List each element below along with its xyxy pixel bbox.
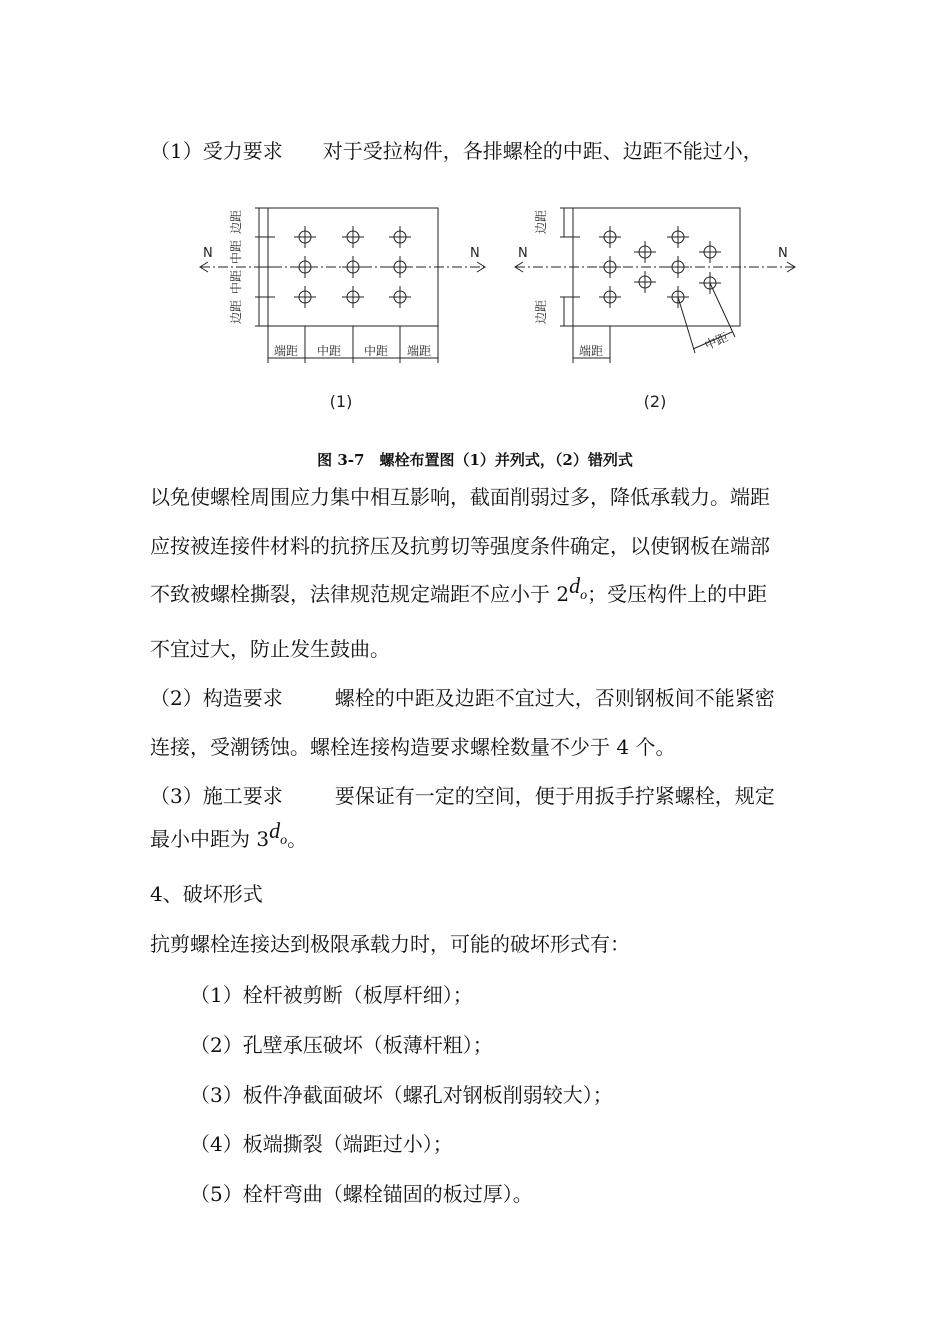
o-subscript: o: [280, 833, 288, 848]
d-symbol: d: [569, 573, 581, 598]
bolt-symbol: [342, 286, 364, 308]
bolt-symbol: [667, 256, 689, 278]
edge-dist-top: 边距: [229, 209, 243, 235]
dim-end-label: 端距: [578, 344, 604, 358]
requirement-1: [150, 137, 763, 165]
paragraph-text: 最小中距为 3: [150, 827, 270, 851]
edge-dist-bottom: 边距: [229, 299, 243, 325]
requirement-3-label: （3）施工要求: [150, 784, 283, 808]
paragraph-line: [150, 573, 768, 612]
bolt-symbol: [389, 256, 411, 278]
mid-dist-bottom: 中距: [229, 269, 243, 295]
paragraph-text: ；受压构件上的中距: [587, 582, 768, 606]
requirement-2-label: （2）构造要求: [150, 686, 283, 710]
section-intro: 抗剪螺栓连接达到极限承载力时，可能的破坏形式有：: [150, 932, 630, 956]
bolt-symbol: [699, 241, 721, 263]
failure-item: （1）栓杆被剪断（板厚杆细）；: [190, 983, 473, 1007]
bolt-symbol: [634, 271, 656, 293]
force-n-left: N: [203, 246, 213, 261]
bolt-symbol: [667, 286, 689, 308]
failure-item: （3）板件净截面破坏（螺孔对钢板削弱较大）；: [190, 1083, 613, 1107]
requirement-3-text: 要保证有一定的空间，便于用扳手拧紧螺栓，规定: [334, 784, 775, 808]
dim-label: 中距: [363, 344, 389, 358]
failure-item: （2）孔壁承压破坏（板薄杆粗）；: [190, 1033, 493, 1057]
force-n-right: N: [470, 246, 480, 261]
bolt-symbol: [699, 272, 721, 294]
failure-item: （5）栓杆弯曲（螺栓锚固的板过厚）。: [190, 1182, 533, 1206]
requirement-3: [150, 782, 775, 810]
section-title: 4、破坏形式: [150, 882, 263, 906]
failure-item: （4）板端撕裂（端距过小）；: [190, 1132, 453, 1156]
bolt-symbol: [342, 226, 364, 248]
dim-label: 端距: [273, 344, 299, 358]
dim-label: 端距: [406, 344, 432, 358]
force-n-right: N: [778, 246, 788, 261]
bolt-symbol: [389, 286, 411, 308]
figure-caption: 图 3-7 螺栓布置图（1）并列式，（2）错列式: [317, 451, 633, 469]
requirement-1-text: 对于受拉构件，各排螺栓的中距、边距不能过小，: [322, 139, 763, 163]
o-subscript: o: [580, 588, 588, 603]
paragraph-line: 不宜过大，防止发生鼓曲。: [150, 637, 390, 661]
bolt-symbol: [389, 226, 411, 248]
mid-dist-top: 中距: [229, 239, 243, 265]
requirement-2-text: 螺栓的中距及边距不宜过大，否则钢板间不能紧密: [334, 686, 775, 710]
bolt-symbol: [667, 226, 689, 248]
force-n-left: N: [518, 246, 528, 261]
bolt-symbol: [342, 256, 364, 278]
bolt-symbol: [294, 256, 316, 278]
paragraph-text: 不致被螺栓撕裂，法律规范规定端距不应小于 2: [150, 582, 570, 606]
bolt-symbol: [294, 286, 316, 308]
paragraph-line: 以免使螺栓周围应力集中相互影响，截面削弱过多，降低承载力。端距: [150, 485, 770, 509]
bolt-symbol: [294, 226, 316, 248]
figure-staggered-layout: [510, 195, 810, 425]
paragraph-line: 应按被连接件材料的抗挤压及抗剪切等强度条件确定，以使钢板在端部: [150, 534, 770, 558]
figure-parallel-layout: [195, 195, 495, 425]
bolt-symbol: [599, 226, 621, 248]
subfigure-label-2: (2): [643, 392, 667, 411]
paragraph-line: [150, 818, 308, 857]
requirement-1-label: （1）受力要求: [150, 139, 283, 163]
dim-label: 中距: [316, 344, 342, 358]
bolt-symbol: [599, 286, 621, 308]
paragraph-line: 连接，受潮锈蚀。螺栓连接构造要求螺栓数量不少于 4 个。: [150, 735, 676, 759]
requirement-2: [150, 684, 775, 712]
subfigure-label-1: (1): [329, 392, 353, 411]
edge-dist-bottom: 边距: [534, 299, 548, 325]
d-symbol: d: [269, 818, 281, 843]
bolt-symbol: [599, 256, 621, 278]
edge-dist-top: 边距: [534, 209, 548, 235]
bolt-symbol: [634, 241, 656, 263]
paragraph-text: 。: [287, 827, 308, 851]
dim-diagonal-label: 中距: [702, 330, 731, 353]
